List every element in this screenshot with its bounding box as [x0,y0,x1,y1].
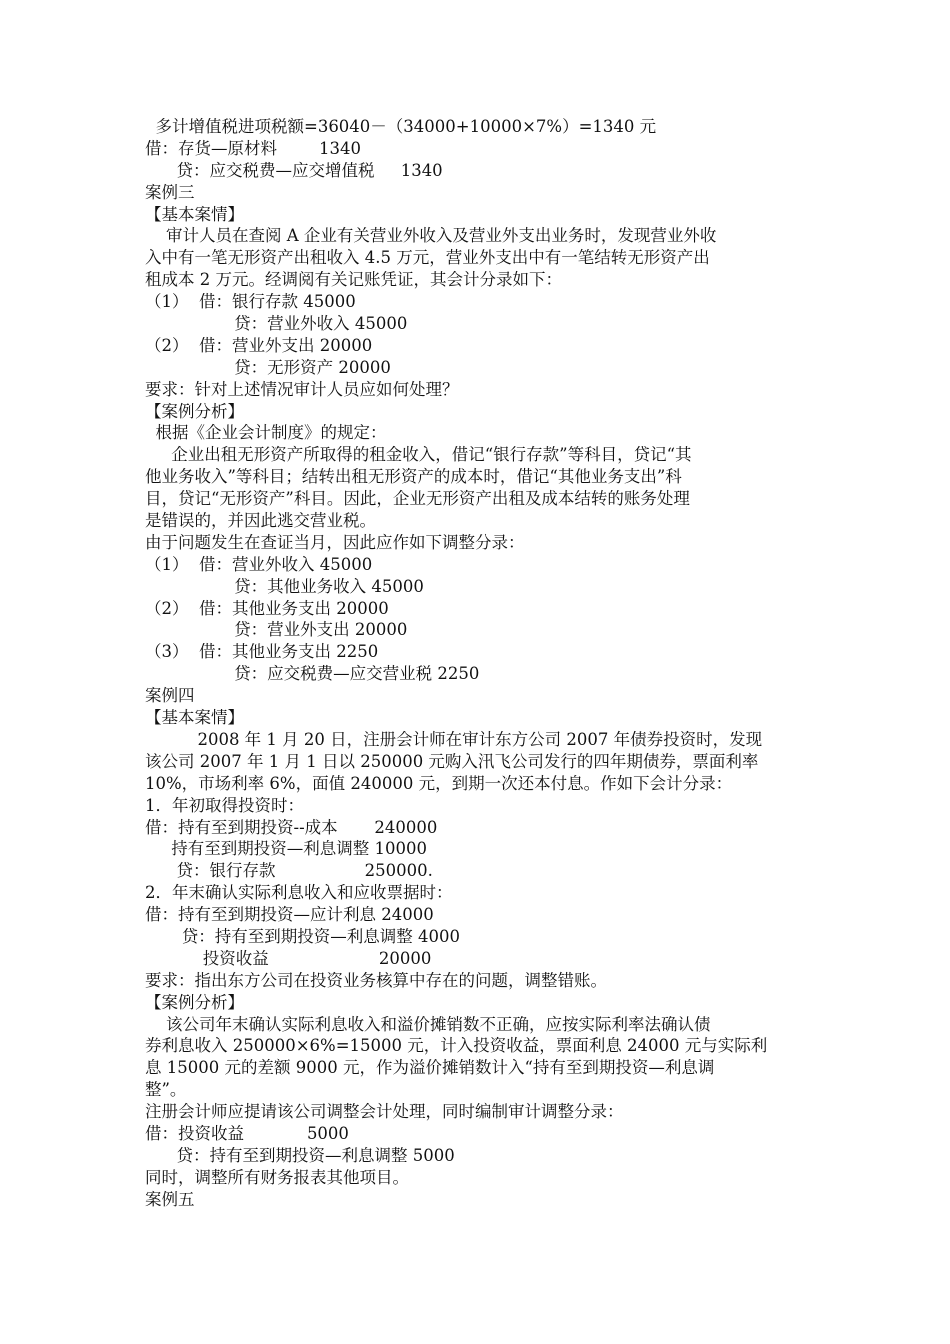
text-line: 注册会计师应提请该公司调整会计处理，同时编制审计调整分录： [145,1102,624,1122]
journal-entry: （1） 借：银行存款 45000 [145,292,356,312]
journal-entry: 贷：营业外收入 45000 [145,314,408,334]
text-line: 整”。 [145,1080,187,1100]
journal-entry: （2） 借：营业外支出 20000 [145,335,373,355]
text-line: 同时，调整所有财务报表其他项目。 [145,1167,409,1187]
subsection-heading: 【案例分析】 [145,401,244,421]
journal-entry: （1） 借：营业外收入 45000 [145,554,373,574]
text-line: 券利息收入 250000×6%=15000 元，计入投资收益，票面利息 24000 元与实际利 [145,1036,768,1056]
text-line: 1．年初取得投资时： [145,795,304,815]
text-line: 要求：指出东方公司在投资业务核算中存在的问题，调整错账。 [145,970,607,990]
text-line: 息 15000 元的差额 9000 元，作为溢价摊销数计入“持有至到期投资—利息调 [145,1058,715,1078]
section-heading: 案例四 [145,686,195,706]
text-line: 根据《企业会计制度》的规定： [145,423,387,443]
text-line: 该公司 2007 年 1 月 1 日以 250000 元购入汛飞公司发行的四年期债券，票面利率 [145,751,759,771]
journal-entry: 贷：银行存款 250000. [145,861,433,881]
journal-entry: （3） 借：其他业务支出 2250 [145,642,379,662]
subsection-heading: 【基本案情】 [145,204,244,224]
journal-entry: 持有至到期投资—利息调整 10000 [145,839,427,859]
subsection-heading: 【基本案情】 [145,708,244,728]
journal-entry: 贷：应交税费—应交营业税 2250 [145,664,480,684]
text-line: 该公司年末确认实际利息收入和溢价摊销数不正确，应按实际利率法确认债 [145,1014,711,1034]
journal-entry: 贷：持有至到期投资—利息调整 5000 [145,1145,455,1165]
text-line: 多计增值税进项税额=36040－（34000+10000×7%）=1340 元 [145,117,657,136]
journal-entry: 借：持有至到期投资--成本 240000 [145,817,438,837]
text-line: 2008 年 1 月 20 日，注册会计师在审计东方公司 2007 年债券投资时，发现 [145,729,763,749]
section-heading: 案例五 [145,1189,195,1209]
text-line: 要求：针对上述情况审计人员应如何处理？ [145,379,459,399]
text-line: 他业务收入”等科目；结转出租无形资产的成本时，借记“其他业务支出”科 [145,467,682,487]
journal-entry: （2） 借：其他业务支出 20000 [145,598,389,618]
journal-entry: 借：投资收益 5000 [145,1123,349,1143]
text-line: 企业出租无形资产所取得的租金收入，借记“银行存款”等科目，贷记“其 [145,445,692,465]
text-line: 10%，市场利率 6%，面值 240000 元，到期一次还本付息。作如下会计分录： [145,773,733,793]
text-line: 入中有一笔无形资产出租收入 4.5 万元，营业外支出中有一笔结转无形资产出 [145,248,710,268]
journal-entry: 投资收益 20000 [145,948,432,968]
journal-entry: 贷：其他业务收入 45000 [145,576,424,596]
text-line: 2．年末确认实际利息收入和应收票据时： [145,883,453,903]
text-line: 由于问题发生在查证当月，因此应作如下调整分录： [145,532,525,552]
journal-entry: 贷：持有至到期投资—利息调整 4000 [145,926,460,946]
text-line: 目，贷记“无形资产”科目。因此，企业无形资产出租及成本结转的账务处理 [145,489,690,509]
text-line: 审计人员在查阅 A 企业有关营业外收入及营业外支出业务时，发现营业外收 [145,226,717,246]
text-line: 贷：应交税费—应交增值税 1340 [145,160,443,180]
subsection-heading: 【案例分析】 [145,992,244,1012]
text-line: 租成本 2 万元。经调阅有关记账凭证，其会计分录如下： [145,270,562,290]
text-line: 是错误的，并因此逃交营业税。 [145,511,376,531]
journal-entry: 借：持有至到期投资—应计利息 24000 [145,905,434,925]
section-heading: 案例三 [145,182,195,202]
text-line: 借：存货—原材料 1340 [145,138,361,158]
journal-entry: 贷：无形资产 20000 [145,357,391,377]
document-page [145,116,815,1211]
journal-entry: 贷：营业外支出 20000 [145,620,408,640]
